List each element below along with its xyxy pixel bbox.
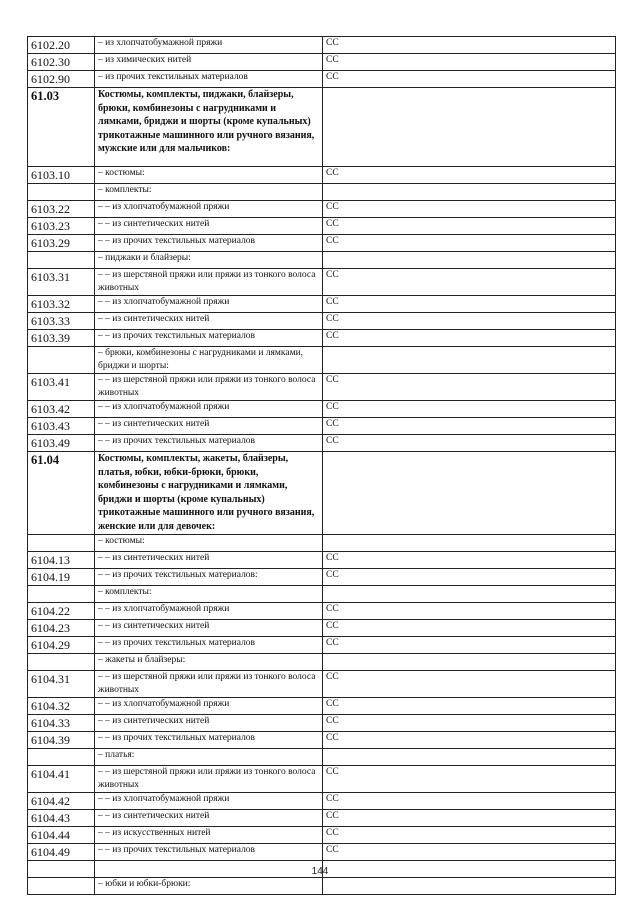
row-code: 6104.31 [28,670,95,697]
row-certificate: CC [323,218,616,235]
row-certificate: CC [323,71,616,88]
row-certificate: CC [323,714,616,731]
row-code: 61.03 [28,88,95,167]
heading-row [28,452,616,535]
row-description: – – из прочих текстильных материалов [95,330,323,347]
row-description: – – из синтетических нитей [95,218,323,235]
table-row [28,347,616,374]
row-certificate [323,585,616,602]
row-certificate [323,347,616,374]
row-description: – костюмы: [95,534,323,551]
table-row [28,313,616,330]
row-code [28,347,95,374]
table-row [28,619,616,636]
row-description: – комплекты: [95,585,323,602]
table-row [28,401,616,418]
row-description: – – из хлопчатобумажной пряжи [95,697,323,714]
row-description: – – из синтетических нитей [95,551,323,568]
row-certificate [323,534,616,551]
row-description: – – из прочих текстильных материалов [95,235,323,252]
table-row [28,602,616,619]
table-row [28,714,616,731]
row-certificate: CC [323,296,616,313]
row-certificate: CC [323,54,616,71]
table-row [28,184,616,201]
table-row [28,435,616,452]
row-description: – – из шерстяной пряжи или пряжи из тонкого волоса животных [95,269,323,296]
row-description: – платья: [95,748,323,765]
row-description: – – из хлопчатобумажной пряжи [95,602,323,619]
table-row [28,670,616,697]
tnved-table [27,36,616,895]
row-certificate: CC [323,37,616,54]
row-certificate [323,184,616,201]
row-code: 6104.22 [28,602,95,619]
row-certificate: CC [323,568,616,585]
row-certificate [323,877,616,894]
row-code: 6102.20 [28,37,95,54]
row-certificate: CC [323,602,616,619]
table-row [28,418,616,435]
document-sheet [27,36,615,895]
row-code: 6102.90 [28,71,95,88]
row-certificate: CC [323,167,616,184]
row-certificate: CC [323,313,616,330]
row-description: – – из синтетических нитей [95,418,323,435]
row-description: – жакеты и блайзеры: [95,653,323,670]
table-row [28,809,616,826]
row-code: 6104.42 [28,792,95,809]
row-description: Костюмы, комплекты, пиджаки, блайзеры, брюки, комбинезоны с нагрудниками и лямками, бриджи и шорты (кроме купальных) трикотажные машинного или ручного вязания, мужские или для мальчиков: [95,88,323,167]
row-description: – – из хлопчатобумажной пряжи [95,201,323,218]
row-certificate: CC [323,401,616,418]
row-code: 6104.41 [28,765,95,792]
row-certificate: CC [323,731,616,748]
row-code [28,534,95,551]
row-description: – костюмы: [95,167,323,184]
row-code: 6104.29 [28,636,95,653]
row-description: – – из прочих текстильных материалов [95,636,323,653]
row-description: – – из прочих текстильных материалов [95,843,323,860]
row-certificate: CC [323,330,616,347]
row-code: 6103.39 [28,330,95,347]
row-description: – – из шерстяной пряжи или пряжи из тонкого волоса животных [95,670,323,697]
row-certificate: CC [323,619,616,636]
table-row [28,269,616,296]
table-row [28,374,616,401]
row-certificate: CC [323,418,616,435]
row-description: – – из хлопчатобумажной пряжи [95,792,323,809]
row-description: – юбки и юбки-брюки: [95,877,323,894]
row-description: – из прочих текстильных материалов [95,71,323,88]
row-code: 6104.32 [28,697,95,714]
row-code [28,748,95,765]
row-code: 6104.19 [28,568,95,585]
row-certificate [323,748,616,765]
row-certificate [323,252,616,269]
row-certificate: CC [323,551,616,568]
row-certificate: CC [323,269,616,296]
row-code: 6103.41 [28,374,95,401]
row-code: 6103.29 [28,235,95,252]
row-code: 6103.43 [28,418,95,435]
row-certificate: CC [323,826,616,843]
row-certificate: CC [323,809,616,826]
row-description: – – из синтетических нитей [95,313,323,330]
row-description: – – из синтетических нитей [95,714,323,731]
row-code [28,877,95,894]
table-row [28,296,616,313]
row-certificate [323,653,616,670]
row-certificate: CC [323,201,616,218]
row-code [28,184,95,201]
table-row [28,54,616,71]
row-certificate: CC [323,697,616,714]
row-code: 6102.30 [28,54,95,71]
table-row [28,792,616,809]
row-description: – брюки, комбинезоны с нагрудниками и лямками, бриджи и шорты: [95,347,323,374]
row-description: – – из искусственных нитей [95,826,323,843]
row-code: 6104.23 [28,619,95,636]
table-row [28,252,616,269]
row-certificate: CC [323,670,616,697]
table-row [28,636,616,653]
table-row [28,235,616,252]
row-code: 6104.39 [28,731,95,748]
row-description: – комплекты: [95,184,323,201]
row-certificate: CC [323,843,616,860]
row-description: – – из прочих текстильных материалов [95,435,323,452]
row-code: 6103.23 [28,218,95,235]
table-row [28,877,616,894]
row-code: 6104.13 [28,551,95,568]
row-description: – – из хлопчатобумажной пряжи [95,296,323,313]
row-certificate: CC [323,765,616,792]
row-code: 6104.33 [28,714,95,731]
row-code: 6104.43 [28,809,95,826]
row-description: – пиджаки и блайзеры: [95,252,323,269]
table-row [28,551,616,568]
row-description: – – из синтетических нитей [95,619,323,636]
row-code: 6103.33 [28,313,95,330]
row-code: 6104.44 [28,826,95,843]
table-row [28,201,616,218]
table-row [28,697,616,714]
table-row [28,826,616,843]
row-code: 6103.49 [28,435,95,452]
row-certificate: CC [323,435,616,452]
table-row [28,330,616,347]
row-certificate: CC [323,374,616,401]
heading-row [28,88,616,167]
row-certificate: CC [323,792,616,809]
table-row [28,843,616,860]
table-row [28,765,616,792]
table-row [28,71,616,88]
row-description: – – из прочих текстильных материалов: [95,568,323,585]
table-row [28,534,616,551]
row-code [28,653,95,670]
table-row [28,731,616,748]
table-row [28,37,616,54]
table-row [28,167,616,184]
row-description: – – из прочих текстильных материалов [95,731,323,748]
row-code: 6103.10 [28,167,95,184]
row-certificate: CC [323,235,616,252]
row-code: 61.04 [28,452,95,535]
page-number: 144 [311,866,329,877]
table-row [28,748,616,765]
row-code: 6103.31 [28,269,95,296]
row-description: – из химических нитей [95,54,323,71]
table-row [28,218,616,235]
row-code: 6103.42 [28,401,95,418]
table-row [28,585,616,602]
row-description: – – из шерстяной пряжи или пряжи из тонкого волоса животных [95,765,323,792]
row-code [28,252,95,269]
row-code: 6103.32 [28,296,95,313]
row-description: – – из синтетических нитей [95,809,323,826]
table-row [28,568,616,585]
row-certificate [323,452,616,535]
row-description: – – из шерстяной пряжи или пряжи из тонкого волоса животных [95,374,323,401]
row-code [28,585,95,602]
table-row [28,653,616,670]
row-certificate: CC [323,636,616,653]
row-description: – – из хлопчатобумажной пряжи [95,401,323,418]
row-certificate [323,88,616,167]
row-code: 6103.22 [28,201,95,218]
row-description: Костюмы, комплекты, жакеты, блайзеры, платья, юбки, юбки-брюки, брюки, комбинезоны с нагрудниками и лямками, бриджи и шорты (кроме купальных) трикотажные машинного или ручного вязания, женские или для девочек: [95,452,323,535]
row-description: – из хлопчатобумажной пряжи [95,37,323,54]
row-code: 6104.49 [28,843,95,860]
